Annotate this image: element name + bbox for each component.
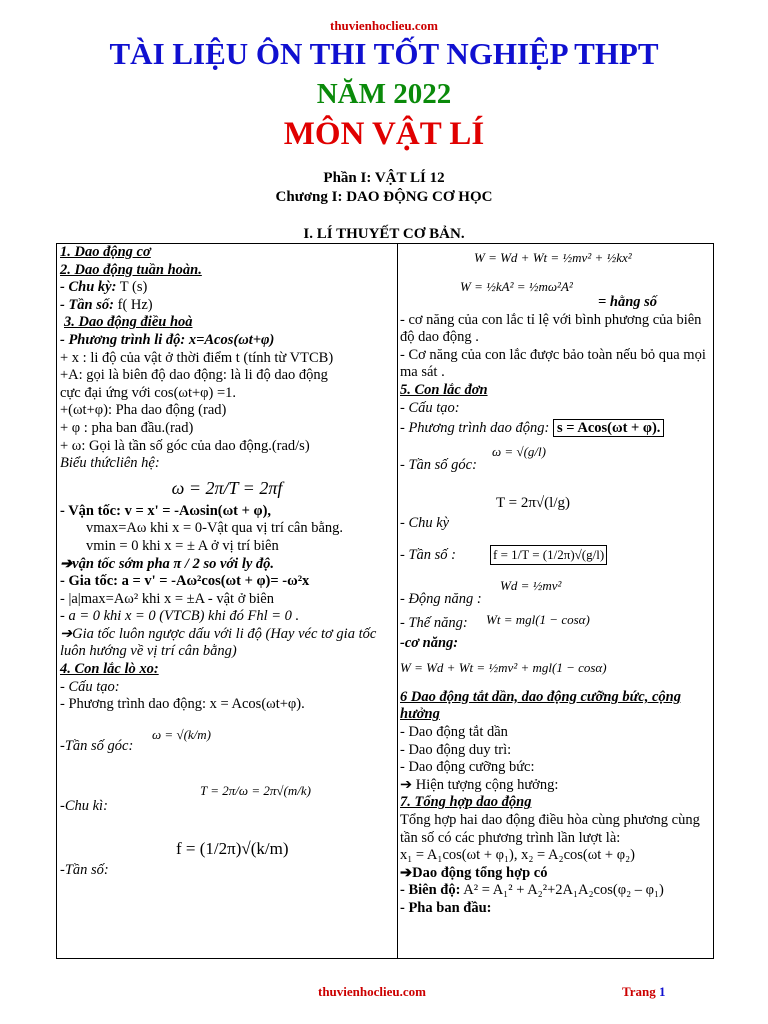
synthesis-result: ➔Dao động tổng hợp có	[400, 864, 548, 881]
column-divider	[397, 244, 398, 958]
footer-site-link[interactable]: thuvienhoclieu.com	[318, 984, 426, 999]
spring-period-row: -Chu kì: T = 2π/ω = 2π√(m/k)	[60, 782, 311, 814]
damped-item: - Dao động tắt dần	[400, 723, 508, 740]
spring-angular-freq-row: -Tần số góc: ω = √(k/m)	[60, 726, 212, 754]
pendulum-equation-row: - Phương trình dao động: s = Acos(ωt + φ).	[400, 417, 712, 439]
vmax-row: vmax=Aω khi x = 0-Vật qua vị trí cân bằng.	[86, 520, 344, 537]
energy-note-1: - cơ năng của con lắc tỉ lệ với bình phương của biên độ dao động .	[400, 311, 702, 346]
title-subject: MÔN VẬT LÍ	[283, 116, 485, 152]
x-definition: + x : li độ của vật ở thời điểm t (tính từ VTCB)	[60, 349, 334, 366]
velocity-equation: - Vận tốc: v = x' = -Aωsin(ωt + φ),	[60, 502, 272, 519]
pendulum-angular-formula: ω = √(g/l)	[492, 444, 546, 460]
spring-structure: - Cấu tạo:	[60, 678, 120, 695]
energy-equation-1: W = Wd + Wt = ½mv² + ½kx²	[474, 250, 632, 265]
initial-phase-definition: + φ : pha ban đầu.(rad)	[60, 419, 194, 436]
velocity-phase-note: ➔vận tốc sớm pha π / 2 so với ly độ.	[60, 555, 275, 572]
period-row: - Chu kỳ: T (s)	[60, 279, 148, 296]
section-heading: I. LÍ THUYẾT CƠ BẢN.	[303, 226, 465, 242]
mechanical-energy-label: -cơ năng:	[400, 635, 459, 652]
kinetic-formula: Wd = ½mv²	[500, 578, 562, 594]
chapter-heading: Chương I: DAO ĐỘNG CƠ HỌC	[275, 189, 493, 205]
amplitude-row: - Biên độ: A² = A₁² + A₂²+2A₁A₂cos(φ₂ – φ₁)	[400, 882, 664, 899]
pendulum-freq-row: - Tần số : f = 1/T = (1/2π)√(g/l)	[400, 531, 712, 575]
title-year: NĂM 2022	[316, 78, 452, 110]
synthesis-equations: x₁ = A₁cos(ωt + φ₁), x₂ = A₂cos(ωt + φ₂)	[400, 847, 635, 864]
part-heading: Phần I: VẬT LÍ 12	[323, 170, 445, 186]
amax-row: - |a|max=Aω² khi x = ±A - vật ở biên	[60, 590, 274, 607]
forced-item: - Dao động cưỡng bức:	[400, 759, 535, 776]
amplitude-definition-2: cực đại ứng với cos(ωt+φ) =1.	[60, 384, 237, 401]
title-line1: TÀI LIỆU ÔN THI TỐT NGHIỆP THPT	[109, 36, 659, 71]
mechanical-energy-formula: W = Wd + Wt = ½mv² + mgl(1 − cosα)	[400, 659, 607, 675]
theory-table	[56, 243, 714, 959]
a-zero-row: - a = 0 khi x = 0 (VTCB) khi đó Fhl = 0 .	[60, 608, 300, 625]
heading-harmonic: 3. Dao động điều hoà	[64, 314, 193, 331]
spring-angular-freq-formula: ω = √(k/m)	[152, 726, 212, 742]
pendulum-freq-formula: f = 1/T = (1/2π)√(g/l)	[490, 545, 607, 565]
site-header[interactable]: thuvienhoclieu.com	[330, 18, 438, 33]
amplitude-definition-1: +A: gọi là biên độ dao động: là li độ dao động	[60, 367, 328, 384]
angular-frequency-definition: + ω: Gọi là tần số góc của dao động.(rad/s)	[60, 437, 310, 454]
freq-row: - Tần số: f( Hz)	[60, 296, 153, 313]
energy-equation-2-row: W = ½kA² = ½mω²A²	[460, 279, 573, 294]
pendulum-angular-row: - Tần số góc: ω = √(g/l)	[400, 444, 546, 474]
left-column	[60, 244, 394, 892]
sustained-item: - Dao động duy trì:	[400, 741, 512, 758]
right-column	[400, 244, 712, 917]
heading-spring: 4. Con lắc lò xo:	[60, 661, 159, 678]
pendulum-period-formula: T = 2π√(l/g)	[496, 495, 570, 512]
spring-freq-formula: f = (1/2π)√(k/m)	[176, 838, 289, 858]
relation-label: Biểu thứcliên hệ:	[60, 455, 160, 472]
spring-equation: - Phương trình dao động: x = Acos(ωt+φ).	[60, 696, 305, 713]
potential-row: - Thế năng: Wt = mgl(1 − cosα)	[400, 612, 590, 632]
pendulum-structure: - Cấu tạo:	[400, 399, 460, 416]
potential-formula: Wt = mgl(1 − cosα)	[486, 612, 590, 628]
kinetic-row: - Động năng : Wd = ½mv²	[400, 578, 562, 608]
acceleration-equation: - Gia tốc: a = v' = -Aω²cos(ωt + φ)= -ω²x	[60, 573, 310, 590]
heading-mech-osc: 1. Dao động cơ	[60, 244, 151, 260]
position-equation: - Phương trình li độ: x=Acos(ωt+φ)	[60, 331, 275, 348]
initial-phase-row: - Pha ban đầu:	[400, 899, 492, 916]
relation-equation: ω = 2π/T = 2πf	[171, 477, 283, 498]
heading-pendulum: 5. Con lắc đơn	[400, 381, 488, 398]
vmin-row: vmin = 0 khi x = ± A ở vị trí biên	[86, 537, 279, 554]
spring-freq-row: -Tần số: f = (1/2π)√(k/m)	[60, 838, 289, 878]
heading-damped: 6 Dao động tắt dần, dao động cưỡng bức, cộng hưởng	[400, 688, 681, 723]
energy-note-2: - Cơ năng của con lắc được bảo toàn nếu bỏ qua mọi ma sát .	[400, 346, 706, 381]
synthesis-text: Tổng hợp hai dao động điều hòa cùng phương cùng tần số có các phương trình lần lượt là:	[400, 811, 700, 846]
pendulum-period-row: T = 2π√(l/g) - Chu kỳ	[400, 495, 570, 532]
heading-synthesis: 7. Tổng hợp dao động	[400, 794, 532, 811]
energy-constant: = hằng số	[598, 294, 658, 310]
acceleration-note: ➔Gia tốc luôn ngược dấu với li độ (Hay véc tơ gia tốc luôn hướng về vị trí cân bằng)	[60, 625, 377, 660]
pendulum-equation-box: s = Acos(ωt + φ).	[553, 419, 664, 437]
resonance-item: ➔ Hiện tượng cộng hưởng:	[400, 776, 559, 793]
phase-definition: +(ωt+φ): Pha dao động (rad)	[60, 402, 227, 419]
heading-periodic: 2. Dao động tuần hoàn.	[60, 261, 202, 278]
spring-period-formula: T = 2π/ω = 2π√(m/k)	[200, 782, 311, 798]
footer-page-number: Trang 1	[622, 984, 666, 999]
